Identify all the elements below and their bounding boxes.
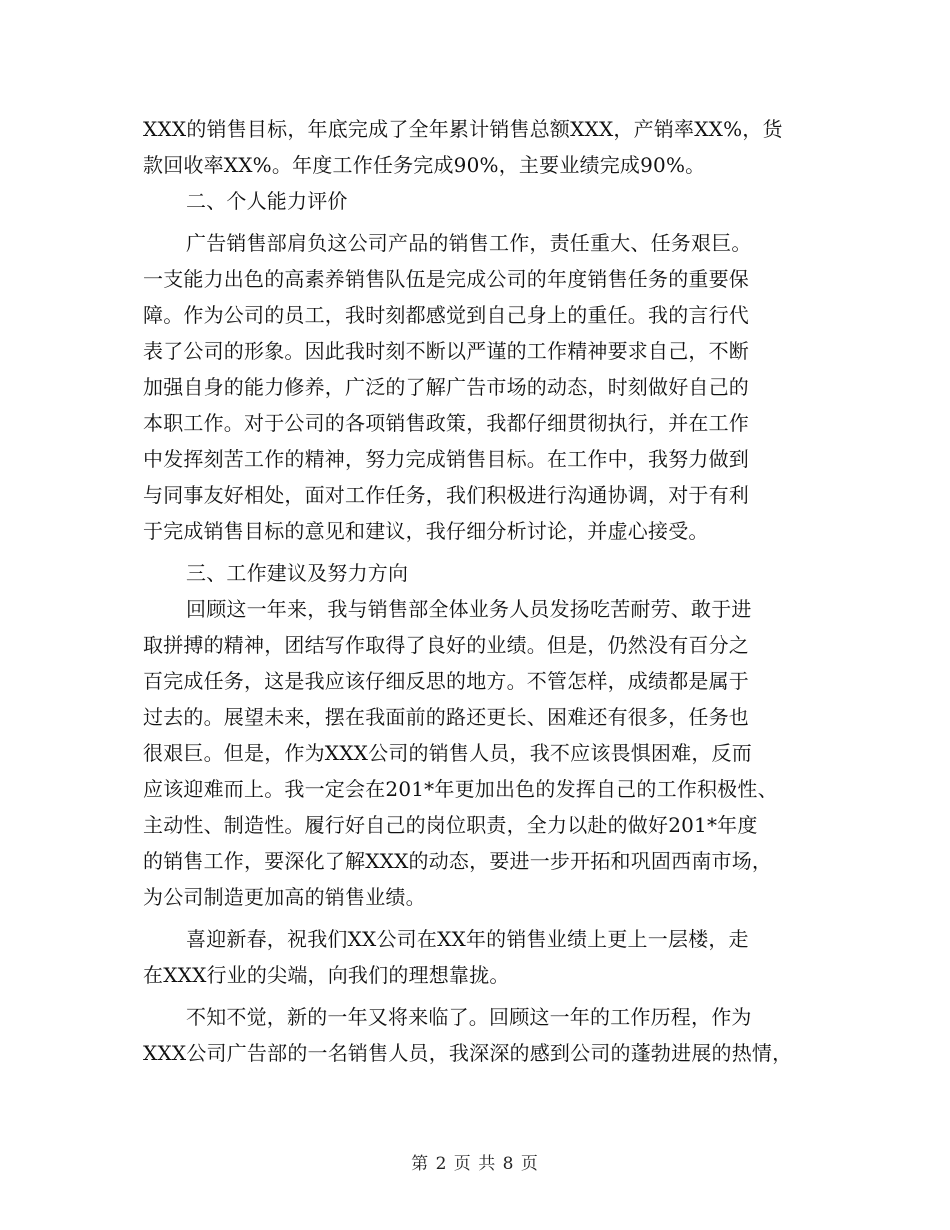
text-line: 表了公司的形象。因此我时刻不断以严谨的工作精神要求自己，不断 xyxy=(143,339,749,363)
text-line: XXX公司广告部的一名销售人员，我深深的感到公司的蓬勃进展的热情， xyxy=(143,1041,793,1065)
text-line: 广告销售部肩负这公司产品的销售工作，责任重大、任务艰巨。 xyxy=(186,231,752,255)
text-line: 取拼搏的精神，团结写作取得了良好的业绩。但是，仍然没有百分之 xyxy=(143,633,749,657)
text-line: 主动性、制造性。履行好自己的岗位职责，全力以赴的做好201*年度 xyxy=(143,813,758,837)
text-line: 为公司制造更加高的销售业绩。 xyxy=(143,885,426,909)
text-line: XXX的销售目标，年底完成了全年累计销售总额XXX，产销率XX%，货 xyxy=(143,117,783,141)
page-number-footer: 第 2 页 共 8 页 xyxy=(411,1154,539,1174)
text-line: 与同事友好相处，面对工作任务，我们积极进行沟通协调，对于有利 xyxy=(143,483,749,507)
text-line: 在XXX行业的尖端，向我们的理想靠拢。 xyxy=(143,963,510,987)
text-line: 百完成任务，这是我应该仔细反思的地方。不管怎样，成绩都是属于 xyxy=(143,669,749,693)
section-heading: 三、工作建议及努力方向 xyxy=(186,561,409,585)
text-line: 一支能力出色的高素养销售队伍是完成公司的年度销售任务的重要保 xyxy=(143,267,749,291)
text-line: 本职工作。对于公司的各项销售政策，我都仔细贯彻执行，并在工作 xyxy=(143,411,749,435)
text-line: 于完成销售目标的意见和建议，我仔细分析讨论，并虚心接受。 xyxy=(143,519,709,543)
text-line: 的销售工作，要深化了解XXX的动态，要进一步开拓和巩固西南市场， xyxy=(143,849,773,873)
text-line: 喜迎新春，祝我们XX公司在XX年的销售业绩上更上一层楼，走 xyxy=(186,927,749,951)
text-line: 很艰巨。但是，作为XXX公司的销售人员，我不应该畏惧困难，反而 xyxy=(143,741,752,765)
text-line: 过去的。展望未来，摆在我面前的路还更长、困难还有很多，任务也 xyxy=(143,705,749,729)
text-line: 回顾这一年来，我与销售部全体业务人员发扬吃苦耐劳、敢于进 xyxy=(186,597,752,621)
text-line: 加强自身的能力修养，广泛的了解广告市场的动态，时刻做好自己的 xyxy=(143,375,749,399)
text-line: 不知不觉，新的一年又将来临了。回顾这一年的工作历程，作为 xyxy=(186,1005,752,1029)
section-heading: 二、个人能力评价 xyxy=(186,189,348,213)
text-line: 款回收率XX%。年度工作任务完成90%，主要业绩完成90%。 xyxy=(143,153,706,177)
text-line: 应该迎难而上。我一定会在201*年更加出色的发挥自己的工作积极性、 xyxy=(143,777,778,801)
text-line: 中发挥刻苦工作的精神，努力完成销售目标。在工作中，我努力做到 xyxy=(143,447,749,471)
text-line: 障。作为公司的员工，我时刻都感觉到自己身上的重任。我的言行代 xyxy=(143,303,749,327)
